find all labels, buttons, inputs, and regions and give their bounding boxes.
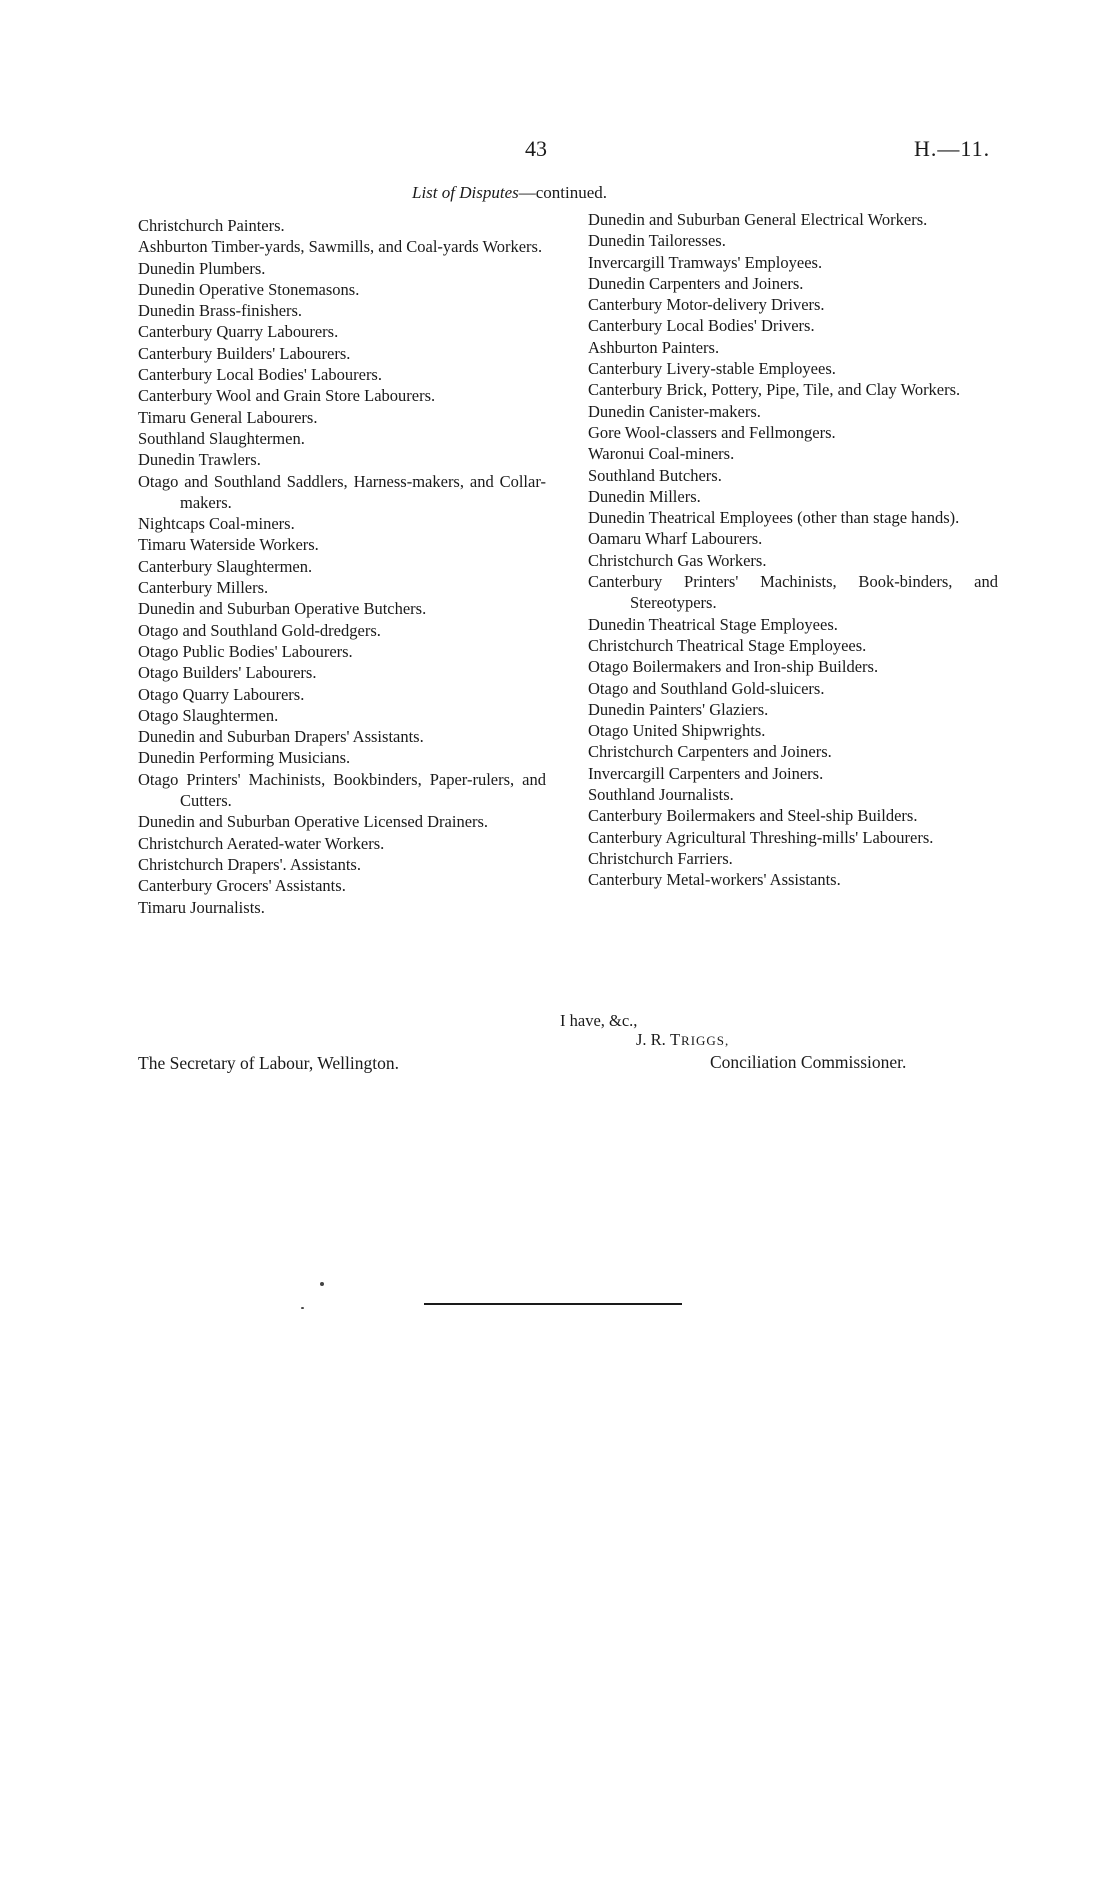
dispute-entry: Canterbury Printers' Machinists, Book-binders, and Stereotypers. — [588, 572, 998, 613]
dispute-entry: Canterbury Agricultural Threshing-mills' Labourers. — [588, 827, 934, 847]
list-heading-continued: —continued. — [518, 183, 608, 202]
page-number: 43 — [525, 136, 547, 161]
right-dispute-list — [588, 209, 998, 891]
dispute-entry: Christchurch Theatrical Stage Employees. — [588, 635, 867, 655]
list-heading-title: List of Disputes — [412, 183, 519, 202]
dispute-entry: Canterbury Millers. — [138, 578, 269, 598]
dispute-entry: Dunedin Trawlers. — [138, 450, 261, 470]
dispute-entry: Dunedin and Suburban Operative Butchers. — [138, 599, 427, 619]
signatory-initials: J. R. — [636, 1030, 670, 1049]
dispute-entry: Canterbury Local Bodies' Drivers. — [588, 316, 815, 336]
dispute-entry: Dunedin Operative Stonemasons. — [138, 279, 360, 299]
left-dispute-list — [138, 215, 546, 918]
dispute-entry: Southland Slaughtermen. — [138, 428, 305, 448]
dispute-entry: Canterbury Builders' Labourers. — [138, 343, 351, 363]
dispute-entry: Southland Journalists. — [588, 785, 734, 805]
dispute-entry: Christchurch Gas Workers. — [588, 550, 767, 570]
dispute-entry: Dunedin and Suburban Operative Licensed Drainers. — [138, 812, 489, 832]
dispute-entry: Christchurch Farriers. — [588, 848, 733, 868]
dispute-entry: Dunedin Theatrical Employees (other than stage hands). — [588, 508, 960, 528]
dispute-entry: Canterbury Metal-workers' Assistants. — [588, 870, 841, 890]
dispute-entry: Otago and Southland Gold-sluicers. — [588, 678, 825, 698]
dispute-entry: Canterbury Grocers' Assistants. — [138, 876, 346, 896]
dispute-entry: Invercargill Carpenters and Joiners. — [588, 763, 824, 783]
scan-speck — [301, 1307, 304, 1309]
dispute-entry: Dunedin Plumbers. — [138, 258, 266, 278]
dispute-entry: Invercargill Tramways' Employees. — [588, 252, 823, 272]
dispute-entry: Christchurch Carpenters and Joiners. — [588, 742, 832, 762]
dispute-entry: Otago United Shipwrights. — [588, 721, 766, 741]
dispute-entry: Dunedin Tailoresses. — [588, 231, 726, 251]
dispute-entry: Canterbury Wool and Grain Store Labourers. — [138, 386, 436, 406]
document-reference: H.—11. — [914, 136, 991, 161]
signatory-name — [636, 1030, 729, 1050]
dispute-entry: Dunedin Brass-finishers. — [138, 301, 303, 321]
dispute-entry: Dunedin Painters' Glaziers. — [588, 699, 769, 719]
dispute-entry: Canterbury Livery-stable Employees. — [588, 359, 836, 379]
dispute-entry: Canterbury Quarry Labourers. — [138, 322, 339, 342]
dispute-entry: Christchurch Painters. — [138, 216, 285, 235]
dispute-entry: Canterbury Slaughtermen. — [138, 556, 313, 576]
dispute-entry: Christchurch Drapers'. Assistants. — [138, 854, 361, 874]
dispute-entry: Otago Public Bodies' Labourers. — [138, 641, 353, 661]
dispute-entry: Otago Builders' Labourers. — [138, 663, 317, 683]
dispute-entry: Canterbury Brick, Pottery, Pipe, Tile, and Clay Workers. — [588, 380, 961, 400]
dispute-entry: Nightcaps Coal-miners. — [138, 514, 295, 534]
dispute-entry: Southland Butchers. — [588, 465, 722, 485]
dispute-entry: Otago Slaughtermen. — [138, 705, 279, 725]
dispute-entry: Canterbury Boilermakers and Steel-ship Builders. — [588, 806, 918, 826]
signatory-title: Conciliation Commissioner. — [710, 1052, 907, 1072]
addressee-line: The Secretary of Labour, Wellington. — [138, 1053, 399, 1073]
dispute-entry: Gore Wool-classers and Fellmongers. — [588, 422, 836, 442]
dispute-entry: Dunedin Theatrical Stage Employees. — [588, 614, 838, 634]
dispute-entry: Timaru General Labourers. — [138, 407, 318, 427]
dispute-entry: Dunedin Canister-makers. — [588, 401, 761, 421]
dispute-entry: Oamaru Wharf Labourers. — [588, 529, 763, 549]
dispute-entry: Christchurch Aerated-water Workers. — [138, 833, 385, 853]
dispute-entry: Otago Boilermakers and Iron-ship Builders. — [588, 657, 879, 677]
closing-salutation: I have, &c., — [560, 1011, 638, 1030]
dispute-entry: Dunedin Millers. — [588, 486, 701, 506]
dispute-entry: Ashburton Timber-yards, Sawmills, and Coal-yards Workers. — [138, 237, 543, 257]
dispute-entry: Otago Printers' Machinists, Bookbinders, Paper-rulers, and Cutters. — [138, 769, 546, 811]
dispute-entry: Dunedin Carpenters and Joiners. — [588, 273, 804, 293]
dispute-entry: Otago and Southland Gold-dredgers. — [138, 620, 381, 640]
dispute-entry: Dunedin and Suburban General Electrical Workers. — [588, 210, 928, 229]
dispute-entry: Otago Quarry Labourers. — [138, 684, 305, 704]
list-heading — [412, 183, 607, 203]
dispute-entry: Timaru Waterside Workers. — [138, 535, 319, 555]
dispute-entry: Otago and Southland Saddlers, Harness-makers, and Collar-makers. — [138, 471, 546, 512]
dispute-entry: Dunedin Performing Musicians. — [138, 748, 351, 768]
scan-speck — [320, 1282, 324, 1286]
dispute-entry: Ashburton Painters. — [588, 337, 720, 357]
dispute-entry: Dunedin and Suburban Drapers' Assistants. — [138, 727, 424, 747]
dispute-entry: Canterbury Motor-delivery Drivers. — [588, 295, 825, 315]
end-rule — [424, 1303, 682, 1305]
signatory-surname: TRIGGS, — [669, 1030, 730, 1049]
dispute-entry: Canterbury Local Bodies' Labourers. — [138, 365, 382, 385]
dispute-entry: Timaru Journalists. — [138, 897, 265, 917]
dispute-entry: Waronui Coal-miners. — [588, 444, 735, 464]
